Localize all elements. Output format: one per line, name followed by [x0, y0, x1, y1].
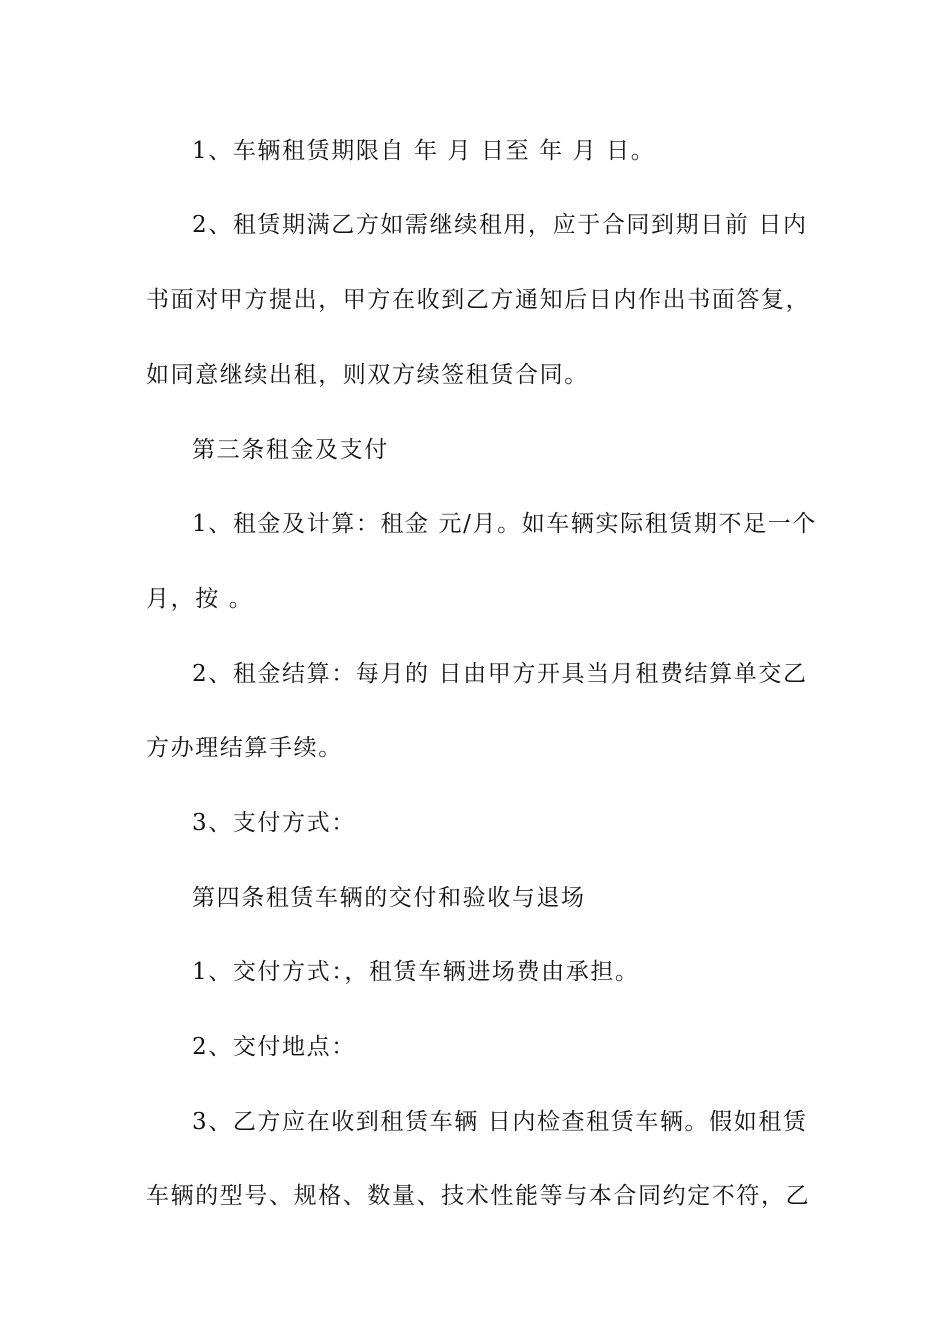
clause-delivery-location: 2、交付地点： — [192, 1034, 356, 1060]
clause-rent-calc-line-1: 1、租金及计算：租金 元/月。如车辆实际租赁期不足一个 — [192, 511, 817, 537]
section-heading-4: 第四条租赁车辆的交付和验收与退场 — [192, 885, 586, 911]
clause-delivery-method: 1、交付方式：，租赁车辆进场费由承担。 — [192, 959, 640, 985]
clause-inspection-line-1: 3、乙方应在收到租赁车辆 日内检查租赁车辆。假如租赁 — [192, 1109, 808, 1135]
clause-inspection-line-2: 车辆的型号、规格、数量、技术性能等与本合同约定不符，乙 — [146, 1183, 811, 1209]
clause-rent-calc-line-2: 月，按 。 — [146, 586, 254, 612]
clause-rent-settlement-line-2: 方办理结算手续。 — [146, 735, 343, 761]
clause-renewal-line-1: 2、租赁期满乙方如需继续租用，应于合同到期日前 日内 — [192, 212, 808, 238]
clause-renewal-line-3: 如同意继续出租，则双方续签租赁合同。 — [146, 362, 589, 388]
clause-payment-method: 3、支付方式： — [192, 810, 356, 836]
section-heading-3: 第三条租金及支付 — [192, 437, 389, 463]
clause-lease-term: 1、车辆租赁期限自 年 月 日至 年 月 日。 — [192, 138, 656, 164]
clause-renewal-line-2: 书面对甲方提出，甲方在收到乙方通知后日内作出书面答复， — [146, 287, 811, 313]
clause-rent-settlement-line-1: 2、租金结算：每月的 日由甲方开具当月租费结算单交乙 — [192, 661, 808, 687]
